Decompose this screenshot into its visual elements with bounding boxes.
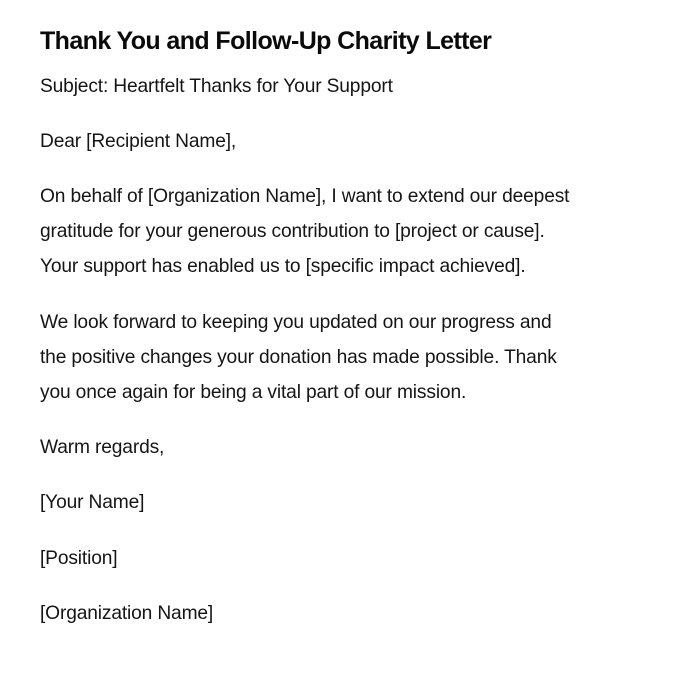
signature-position: [Position] <box>40 548 118 569</box>
closing: Warm regards, <box>40 437 165 458</box>
paragraph-line: the positive changes your donation has made possible. Thank <box>40 347 557 368</box>
paragraph-line: On behalf of [Organization Name], I want to extend our deepest <box>40 186 570 207</box>
signature-organization: [Organization Name] <box>40 603 214 624</box>
paragraph-line: Your support has enabled us to [specific impact achieved]. <box>40 256 526 277</box>
salutation: Dear [Recipient Name], <box>40 131 237 152</box>
body-paragraph-followup <box>40 305 557 410</box>
paragraph-line: you once again for being a vital part of our mission. <box>40 382 467 403</box>
body-paragraph-gratitude <box>40 179 569 284</box>
signature-name: [Your Name] <box>40 492 145 513</box>
document-title: Thank You and Follow-Up Charity Letter <box>40 27 492 55</box>
subject-line: Subject: Heartfelt Thanks for Your Support <box>40 76 393 97</box>
paragraph-line: We look forward to keeping you updated on our progress and <box>40 312 552 333</box>
paragraph-line: gratitude for your generous contribution to [project or cause]. <box>40 221 545 242</box>
